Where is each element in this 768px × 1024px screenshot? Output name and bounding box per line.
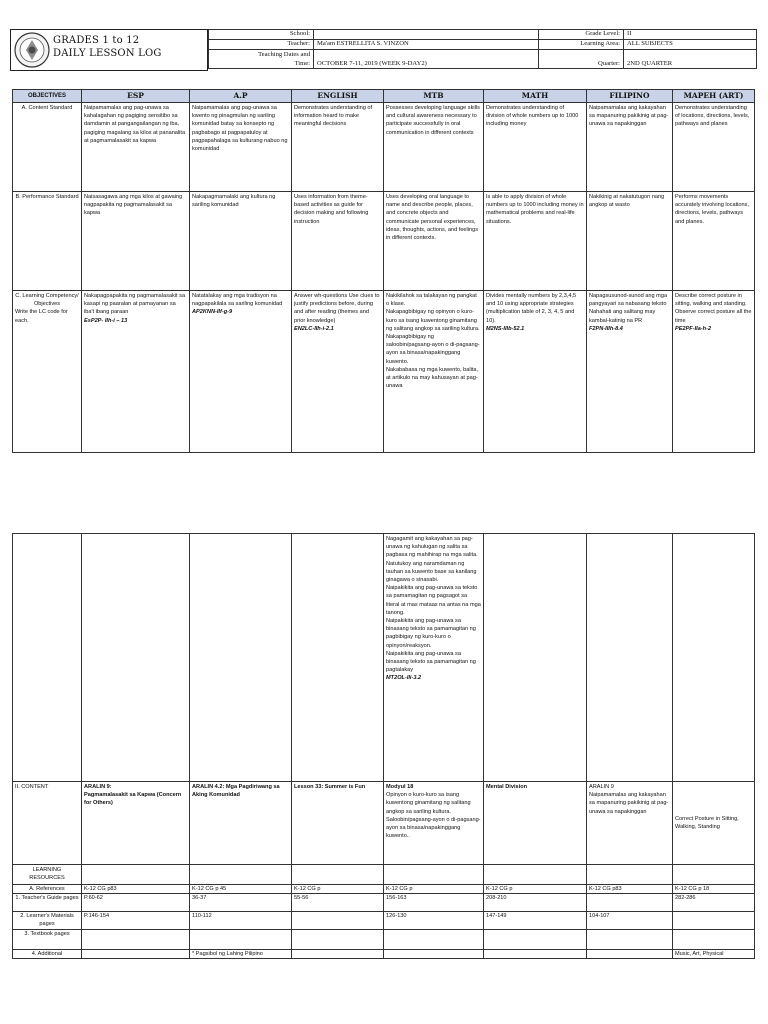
deped-seal-icon (14, 32, 50, 68)
ap-competency (190, 291, 292, 453)
filipino-competency-text: Napagsusunod-sunod ang mga pangyayari sa nabasang teksto Nahahati ang salitang may kambal-katinig na PR (589, 293, 668, 324)
column-header-esp: ESP (82, 90, 190, 103)
filipino-content: ARALIN 9 Naipamamalas ang kakayahan sa mapanuring pakikinig at pag-unawa sa napakinggan (587, 782, 673, 865)
mtb-competency (384, 291, 484, 453)
row-label-textbook: 3. Textbook pages (13, 930, 82, 950)
references-ap: K-12 CG p 45 (190, 885, 292, 894)
teachers-guide-row (13, 894, 755, 912)
tb-filipino (587, 930, 673, 950)
row-label-references: A. References (13, 885, 82, 894)
math-performance-standard: Is able to apply division of whole numbers up to 1000 including money in mathematical problems and real-life situations. (484, 192, 587, 291)
references-english: K-12 CG p (292, 885, 384, 894)
tg-mapeh: 282-286 (673, 894, 755, 912)
column-header-math: MATH (484, 90, 587, 103)
esp-competency-cont (82, 534, 190, 782)
mapeh-competency (673, 291, 755, 453)
english-competency-text: Answer wh-questions Use clues to justify predictions before, during and after reading (themes and prior knowledge) (294, 293, 380, 324)
lm-mapeh (673, 912, 755, 930)
esp-content: ARALIN 9: Pagmamalasakit sa Kapwa (Concern for Others) (82, 782, 190, 865)
column-header-mtb: MTB (384, 90, 484, 103)
mapeh-content: Correct Posture in Sitting, Walking, Standing (673, 782, 755, 865)
filipino-content-standard: Naipamamalas ang kakayahan sa mapanuring pakikinig at pag-unawa sa napakinggan (587, 103, 673, 192)
lesson-log-table-bottom (12, 533, 755, 959)
mapeh-competency-code: PE2PF-IIa-h-2 (675, 325, 712, 332)
teaching-dates-label-2: Time: (294, 60, 310, 67)
quarter-label: Quarter: (539, 50, 624, 69)
math-competency-text: Divides mentally numbers by 2,3,4,5 and 10 using appropriate strategies (multiplication table of 2, 3, 4, 5 and 10). (486, 293, 577, 324)
mapeh-content-standard: Demonstrates understanding of locations, directions, levels, pathways and planes (673, 103, 755, 192)
row-label-learners-materials: 2. Learner's Materials pages (13, 912, 82, 930)
math-competency (484, 291, 587, 453)
lm-ap: 110-112 (190, 912, 292, 930)
lm-math: 147-149 (484, 912, 587, 930)
lm-filipino: 104-107 (587, 912, 673, 930)
english-competency-code: EN2LC-IIh-i-2.1 (294, 325, 334, 332)
learning-resources-row (13, 865, 755, 885)
english-content: Lesson 33: Summer is Fun (292, 782, 384, 865)
tb-mtb (384, 930, 484, 950)
tb-english (292, 930, 384, 950)
row-label-content: II. CONTENT (13, 782, 82, 865)
teaching-dates-value: OCTOBER 7-11, 2019 (WEEK 9-DAY2) (314, 50, 539, 69)
english-competency (292, 291, 384, 453)
lm-esp: P.146-154 (82, 912, 190, 930)
row-label-content-standard: A. Content Standard (13, 103, 82, 192)
filipino-performance-standard: Nakikinig at nakatutugon nang angkop at wasto (587, 192, 673, 291)
teacher-label: Teacher: (209, 40, 314, 50)
ap-content-standard: Naipamamalas ang pag-unawa sa kwento ng pinagmulan ng sariling komunidad batay sa konsepto ng pagbabago at pagpapatuloy at pagpapahalaga sa kulturang nabuo ng komunidad (190, 103, 292, 192)
math-content: Mental Division (484, 782, 587, 865)
school-label: School: (209, 30, 314, 40)
column-header-ap: A.P (190, 90, 292, 103)
esp-competency (82, 291, 190, 453)
lm-english (292, 912, 384, 930)
mapeh-performance-standard: Performs movements accurately involving locations, directions, levels, pathways and planes. (673, 192, 755, 291)
performance-standard-row (13, 192, 755, 291)
tg-filipino (587, 894, 673, 912)
learning-competency-label: C. Learning Competency/ Objectives (15, 293, 79, 308)
esp-performance-standard: Naisasagawa ang mga kilos at gawaing nagpapakita ng pagmamalasakit sa kapwa (82, 192, 190, 291)
resources-blank-5 (484, 865, 587, 885)
grade-level-value: II (624, 30, 757, 40)
row-label-teachers-guide: 1. Teacher's Guide pages (13, 894, 82, 912)
add-mtb (384, 950, 484, 959)
add-filipino (587, 950, 673, 959)
teaching-dates-label-1: Teaching Dates and (258, 51, 310, 58)
learners-materials-row (13, 912, 755, 930)
ap-competency-text: Natatalakay ang mga tradisyon na nagpapakilala sa sariling komunidad (192, 293, 283, 308)
mtb-content-standard: Possesses developing language skills and cultural awareness necessary to participate successfully in oral communication in different contexts (384, 103, 484, 192)
resources-blank-6 (587, 865, 673, 885)
esp-competency-text: Nakapagpapakita ng pagmamalasakit sa kasapi ng paaralan at pamayanan sa iba't ibang paraan (84, 293, 186, 316)
filipino-competency-cont (587, 534, 673, 782)
add-math (484, 950, 587, 959)
mapeh-competency-text: Describe correct posture in sitting, walking and standing. Observe correct posture all the time (675, 293, 752, 324)
tb-mapeh (673, 930, 755, 950)
competency-cont-label (13, 534, 82, 782)
textbook-row (13, 930, 755, 950)
references-row (13, 885, 755, 894)
references-mtb: K-12 CG p (384, 885, 484, 894)
row-label-additional: 4. Additional (13, 950, 82, 959)
add-ap: * Pagsibol ng Lahing Pilipino (190, 950, 292, 959)
math-competency-cont (484, 534, 587, 782)
english-competency-cont (292, 534, 384, 782)
mtb-competency-cont-text: Nagagamit ang kakayahan sa pag-unawa ng kahulugan ng salita sa pagbasa ng mahihirap na mga salita. Natutukoy ang naramdaman ng tauhan sa kuwento base sa kanilang ginagawa o sinasabi. Naipakikita ang pag-unawa sa teksto sa pamamagitan ng pagsagot sa literal at mas mataas na antas na mga tanong. Naipakikita ang pag-unawa sa binasang teksto sa pamamagitan ng pagbibigay ng kuro-kuro o opinyon/reaksyon. Naipakikita ang pag-unawa sa binasang teksto sa pamamagitan ng pagtalakay (386, 536, 481, 674)
column-header-english: ENGLISH (292, 90, 384, 103)
filipino-competency (587, 291, 673, 453)
esp-content-standard: Naipamamalas ang pag-unawa sa kahalagahan ng pagiging sensitibo sa damdamin at pangangailangan ng iba, pagiging magalang sa kilos at pananalita at pagmamalasakit sa kapwa (82, 103, 190, 192)
add-mapeh: Music, Art, Physical (673, 950, 755, 959)
mtb-content (384, 782, 484, 865)
resources-blank-2 (190, 865, 292, 885)
school-value (314, 30, 539, 40)
mtb-content-body: Opinyon o kuro-kuro sa isang kuwentong ginamitang ng salitang angkop sa sariling kultura. Saloobin/pagsang-ayon o di-pagsang-ayon sa binasa/napakinggang kuwento.. (386, 792, 481, 840)
ap-competency-code: AP2KNN-IIf-g-9 (192, 309, 233, 316)
additional-row (13, 950, 755, 959)
mtb-competency-cont (384, 534, 484, 782)
english-content-standard: Demonstrates understanding of information heard to make meaningful decisions (292, 103, 384, 192)
mtb-content-title: Modyul 18 (386, 784, 414, 790)
learning-competency-row (13, 291, 755, 453)
tb-ap (190, 930, 292, 950)
column-header-objectives: OBJECTIVES (13, 90, 82, 103)
english-performance-standard: Uses information from theme-based activities as guide for decision making and following instruction (292, 192, 384, 291)
tg-esp: P.60-62 (82, 894, 190, 912)
teacher-value: Ma'am ESTRELLITA S. VINZON (314, 40, 539, 50)
teaching-dates-label (209, 50, 314, 69)
tb-math (484, 930, 587, 950)
column-header-filipino: FILIPINO (587, 90, 673, 103)
math-content-standard: Demonstrates understanding of division of whole numbers up to 1000 including money (484, 103, 587, 192)
resources-blank-1 (82, 865, 190, 885)
learning-competency-continued-row (13, 534, 755, 782)
row-label-learning-competency (13, 291, 82, 453)
filipino-competency-code: F2PN-IIIh-8.4 (589, 325, 623, 332)
mtb-competency-text: Nakikilahok sa talakayan ng pangkat o klase. Nakapagbibigay ng opinyon o kuro-kuro sa isang kuwentong ginamitang ng salitang angkop sa sariling kultura. Nakapagbibigay ng saloobin/pagsang-ayon o di-pagsang-ayon sa binasa/napakinggang kuwento. Nakababasa ng mga kuwento, balita, at artikulo na may kahusayan at pag-unawa (386, 293, 480, 390)
add-esp (82, 950, 190, 959)
grade-level-label: Grade Level: (539, 30, 624, 40)
references-esp: K-12 CG p83 (82, 885, 190, 894)
learning-area-value: ALL SUBJECTS (624, 40, 757, 50)
row-label-learning-resources: LEARNING RESOURCES (13, 865, 82, 885)
lesson-log-table-top (12, 89, 755, 453)
row-label-performance-standard: B. Performance Standard (13, 192, 82, 291)
mtb-performance-standard: Uses developing oral language to name and describe people, places, and concrete objects and communicate personal experiences, ideas, thoughts, actions, and feelings in different contexts. (384, 192, 484, 291)
mapeh-competency-cont (673, 534, 755, 782)
resources-blank-3 (292, 865, 384, 885)
resources-blank-7 (673, 865, 755, 885)
learning-competency-note: Write the LC code for each. (15, 309, 68, 324)
ap-competency-cont (190, 534, 292, 782)
title-box (10, 29, 208, 71)
add-english (292, 950, 384, 959)
content-row (13, 782, 755, 865)
column-header-mapeh: MAPEH (ART) (673, 90, 755, 103)
tg-english: 55-56 (292, 894, 384, 912)
header-info-table (208, 29, 757, 69)
quarter-value: 2ND QUARTER (624, 50, 757, 69)
tg-math: 208-210 (484, 894, 587, 912)
resources-blank-4 (384, 865, 484, 885)
lm-mtb: 126-130 (384, 912, 484, 930)
esp-competency-code: EsP2P- IIh-i – 13 (84, 317, 128, 324)
mtb-competency-cont-code: MT2OL-IIi-3.2 (386, 675, 422, 682)
tb-esp (82, 930, 190, 950)
content-standard-row (13, 103, 755, 192)
math-competency-code: M2NS-IIIb-52.1 (486, 325, 525, 332)
ap-content: ARALIN 4.2: Mga Pagdiriwang sa Aking Komunidad (190, 782, 292, 865)
form-title-line1: GRADES 1 to 12 (53, 35, 140, 46)
references-filipino: K-12 CG p83 (587, 885, 673, 894)
references-math: K-12 CG p (484, 885, 587, 894)
learning-area-label: Learning Area: (539, 40, 624, 50)
ap-performance-standard: Nakapagmamalaki ang kultura ng sariling komunidad (190, 192, 292, 291)
form-title-line2: DAILY LESSON LOG (53, 48, 162, 59)
tg-mtb: 156-163 (384, 894, 484, 912)
tg-ap: 36-37 (190, 894, 292, 912)
references-mapeh: K-12 CG p 18 (673, 885, 755, 894)
